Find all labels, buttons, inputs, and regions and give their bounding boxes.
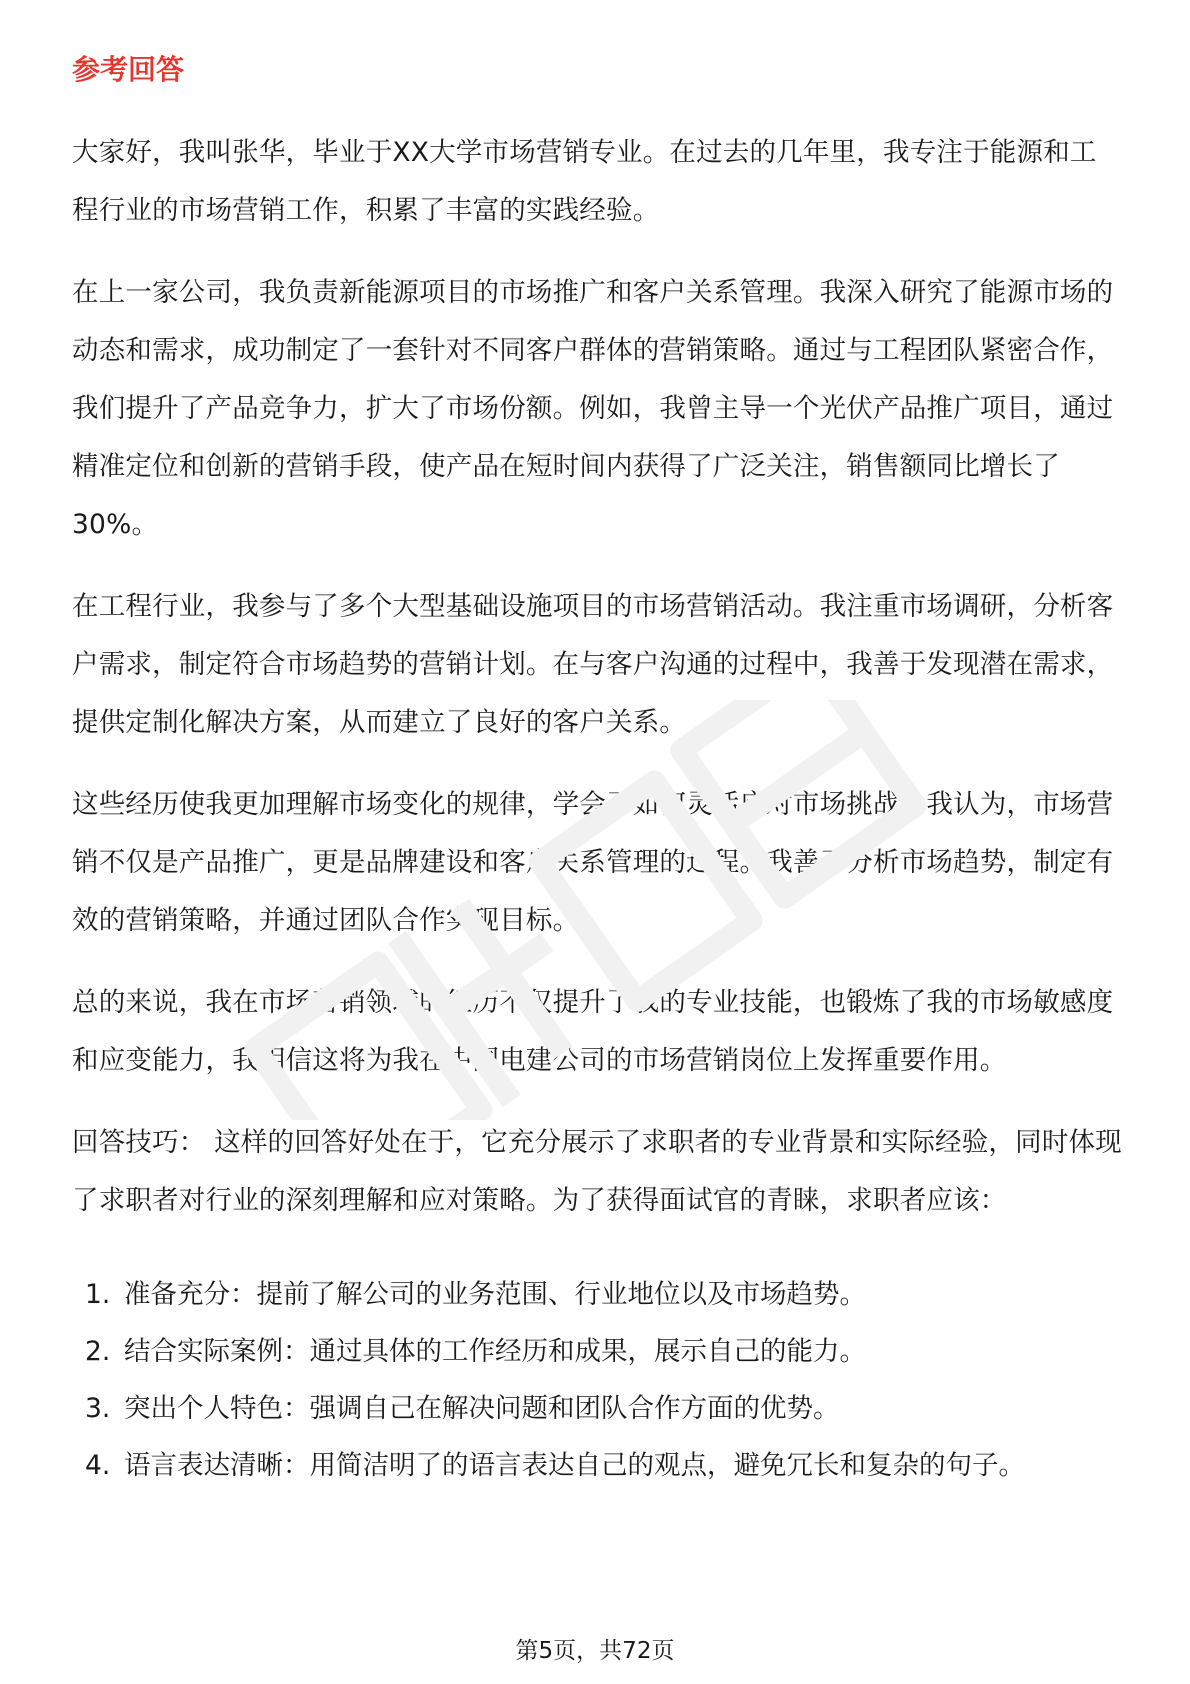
list-item — [72, 1323, 1122, 1380]
document-page — [72, 40, 1122, 1494]
page-indicator: 第5页，共72页 — [515, 1638, 675, 1664]
list-item — [72, 1266, 1122, 1323]
list-item-number: 2. — [85, 1336, 111, 1367]
section-title: 参考回答 — [72, 53, 185, 86]
list-item-text: 结合实际案例：通过具体的工作经历和成果，展示自己的能力。 — [124, 1336, 866, 1367]
paragraph-previous-company: 在上一家公司，我负责新能源项目的市场推广和客户关系管理。我深入研究了能源市场的动态和需求，成功制定了一套针对不同客户群体的营销策略。通过与工程团队紧密合作，我们提升了产品竞争力，扩大了市场份额。例如，我曾主导一个光伏产品推广项目，通过精准定位和创新的营销手段，使产品在短时间内获得了广泛关注，销售额同比增长了30%。 — [72, 277, 1114, 540]
list-item-text: 语言表达清晰：用简洁明了的语言表达自己的观点，避免冗长和复杂的句子。 — [124, 1450, 1025, 1481]
list-item-text: 突出个人特色：强调自己在解决问题和团队合作方面的优势。 — [124, 1393, 840, 1424]
list-item-number: 4. — [85, 1450, 111, 1481]
paragraph-engineering: 在工程行业，我参与了多个大型基础设施项目的市场营销活动。我注重市场调研，分析客户需求，制定符合市场趋势的营销计划。在与客户沟通的过程中，我善于发现潜在需求，提供定制化解决方案，从而建立了良好的客户关系。 — [72, 591, 1114, 738]
list-item — [72, 1380, 1122, 1437]
paragraph-experience: 这些经历使我更加理解市场变化的规律，学会了如何灵活应对市场挑战。我认为，市场营销不仅是产品推广，更是品牌建设和客户关系管理的过程。我善于分析市场趋势，制定有效的营销策略，并通过团队合作实现目标。 — [72, 789, 1114, 936]
paragraph-summary: 总的来说，我在市场营销领域的经历不仅提升了我的专业技能，也锻炼了我的市场敏感度和应变能力，我相信这将为我在中国电建公司的市场营销岗位上发挥重要作用。 — [72, 987, 1114, 1076]
list-item-number: 3. — [85, 1393, 111, 1424]
list-item-text: 准备充分：提前了解公司的业务范围、行业地位以及市场趋势。 — [124, 1279, 866, 1310]
list-item — [72, 1437, 1122, 1494]
paragraph-tips-intro: 回答技巧： 这样的回答好处在于，它充分展示了求职者的专业背景和实际经验，同时体现了求职者对行业的深刻理解和应对策略。为了获得面试官的青睐，求职者应该： — [72, 1127, 1122, 1216]
list-item-number: 1. — [85, 1279, 111, 1310]
tips-list — [72, 1266, 1122, 1494]
paragraph-intro: 大家好，我叫张华，毕业于XX大学市场营销专业。在过去的几年里，我专注于能源和工程行业的市场营销工作，积累了丰富的实践经验。 — [72, 137, 1097, 226]
